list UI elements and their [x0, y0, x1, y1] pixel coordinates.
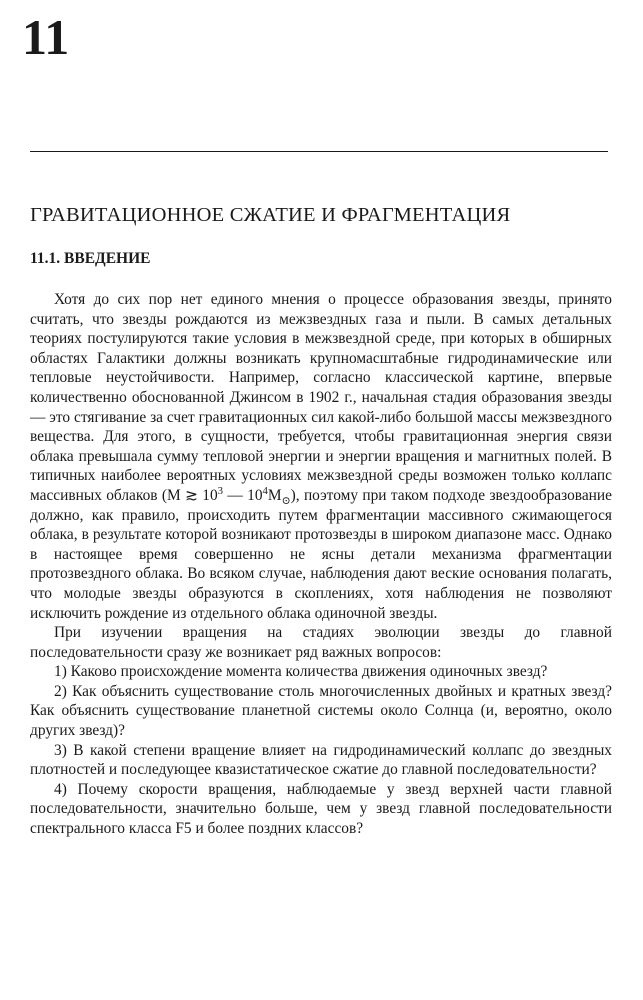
- section-heading: 11.1. ВВЕДЕНИЕ: [30, 250, 151, 267]
- formula-exponent-lower: 3: [217, 484, 224, 497]
- list-item: 3) В какой степени вращение влияет на гидродинамический коллапс до звездных плотностей и последующее квазистатическое сжатие до главной последовательности?: [30, 741, 612, 779]
- formula-mass-lower: M ≳ 10: [167, 486, 218, 504]
- formula-dash: — 10: [223, 486, 263, 504]
- mass-range-formula: (M ≳ $10^3$ — $10^4M_⊙$): [161, 484, 296, 508]
- chapter-divider: [30, 151, 608, 152]
- paragraph-questions-intro: При изучении вращения на стадиях эволюции звезды до главной последовательности сразу же возникает ряд важных вопросов:: [30, 624, 612, 661]
- paragraph-intro-text-2: , поэтому при таком подходе звездообразование должно, как правило, происходить путем фрагментации массивного сжимающегося облака, в результате которой возникают протозвезды в широком диапазоне масс. Однако в настоящее время совершенно не ясны детали механизма фрагментации протозвездного облака. Во всяком случае, наблюдения дают веские основания полагать, что молодые звезды образуются в скоплениях, хотя наблюдения не позволяют исключить рождение из отдельного облака одиночной звезды.: [30, 486, 612, 622]
- paragraph-intro-text-1: Хотя до сих пор нет единого мнения о процессе образования звезды, принято считать, что звезды рождаются из межзвездных газа и пыли. В самых детальных теориях постулируются такие условия в межзвездной среде, при которых в обширных областях Галактики должны возникать крупномасштабные гидродинамические или тепловые неустойчивости. Например, согласно классической картине, впервые количественно обоснованной Джинсом в 1902 г., начальная стадия образования звезды — это стягивание за счет гравитационных сил какой-либо большой массы межзвездного вещества. Для этого, в сущности, требуется, чтобы гравитационная энергия связи облака превышала сумму тепловой энергии и энергии вращения и магнитных полей. В типичных наиболее вероятных условиях межзвездной среды возможен только коллапс массивных облаков: [30, 291, 612, 504]
- list-item: 1) Каково происхождение момента количества движения одиночных звезд?: [54, 663, 548, 681]
- formula-exponent-upper: 4: [262, 484, 268, 497]
- chapter-number: 11: [22, 9, 70, 65]
- list-item: 2) Как объяснить существование столь многочисленных двойных и кратных звезд? Как объяснить существование планетной системы около Солнца (и, вероятно, около других звезд)?: [30, 682, 612, 740]
- list-item: 4) Почему скорости вращения, наблюдаемые у звезд верхней части главной последовательности, значительно больше, чем у звезд главной последовательности спектрального класса F5 и более поздних классов?: [30, 780, 612, 838]
- questions-list: [30, 662, 612, 838]
- paragraph-intro: [30, 290, 612, 623]
- chapter-title: ГРАВИТАЦИОННОЕ СЖАТИЕ И ФРАГМЕНТАЦИЯ: [30, 204, 511, 226]
- body-text: [30, 290, 612, 839]
- sun-symbol-icon: ⊙: [281, 495, 291, 508]
- formula-solar-mass: M: [267, 486, 282, 504]
